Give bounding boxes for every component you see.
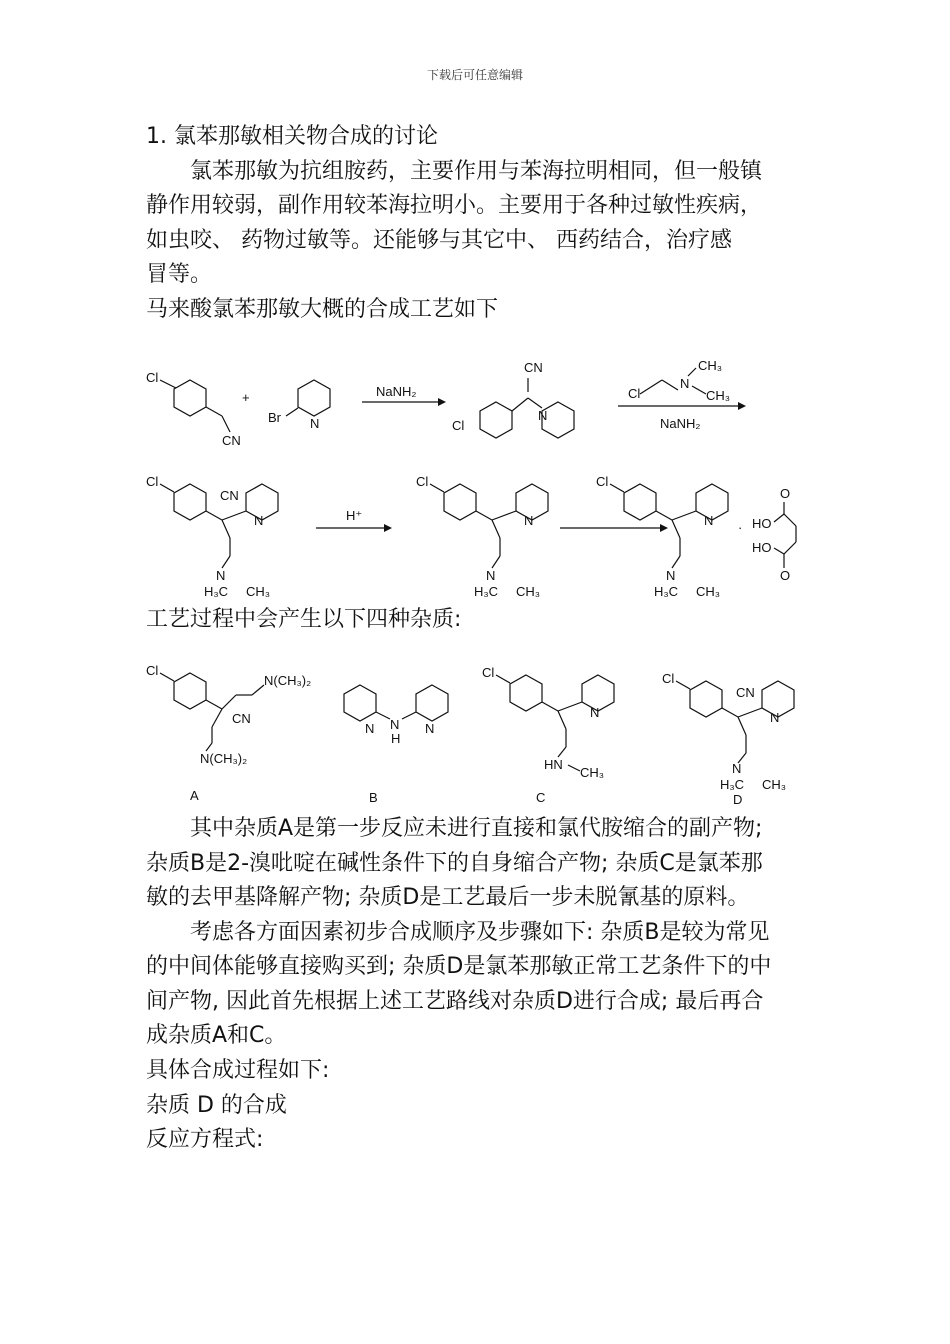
section-title: 1. 氯苯那敏相关物合成的讨论	[146, 124, 438, 149]
label-cl: Cl	[628, 386, 641, 401]
label-n: N	[425, 721, 435, 736]
label-nme2: N(CH₃)₂	[264, 673, 312, 688]
para3-line4: 成杂质A和C。	[146, 1023, 287, 1048]
label-n: N	[770, 710, 780, 725]
label-cn: CN	[524, 360, 543, 375]
mol-chlorphenamine	[416, 474, 548, 599]
label-br: Br	[268, 410, 281, 425]
salt-dot: ·	[738, 520, 743, 535]
label-ho: HO	[752, 516, 772, 531]
impurity-label-d: D	[733, 792, 743, 807]
label-n: N	[216, 568, 226, 583]
para1-line3: 如虫咬、 药物过敏等。还能够与其它中、 西药结合，治疗感	[146, 228, 732, 253]
label-n: N	[732, 761, 742, 776]
label-n: N	[486, 568, 496, 583]
impurity-structures	[140, 655, 820, 805]
label-cn: CN	[220, 488, 239, 503]
label-h3c: H₃C	[474, 584, 499, 599]
mol-chlorophenylacetonitrile	[146, 370, 241, 448]
label-n: N	[365, 721, 375, 736]
reagent-chloroamine	[628, 358, 730, 403]
impurity-label-b: B	[369, 790, 378, 805]
label-cl: Cl	[452, 418, 465, 433]
label-cn: CN	[736, 685, 755, 700]
mol-intermediate-1	[452, 360, 574, 438]
para3-line3: 间产物, 因此首先根据上述工艺路线对杂质D进行合成; 最后再合	[146, 989, 764, 1014]
label-cl: Cl	[596, 474, 609, 489]
page-header: 下载后可任意编辑	[426, 68, 523, 82]
para2-line3: 敏的去甲基降解产物; 杂质D是工艺最后一步未脱氰基的原料。	[146, 885, 750, 910]
para3-line1: 考虑各方面因素初步合成顺序及步骤如下: 杂质B是较为常见	[190, 920, 770, 945]
impurity-label-a: A	[190, 788, 199, 803]
label-n: N	[390, 717, 400, 732]
label-cl: Cl	[416, 474, 429, 489]
label-n: N	[538, 408, 548, 423]
mol-nitrile-intermediate	[146, 474, 278, 599]
label-n: N	[254, 513, 264, 528]
label-ch3: CH₃	[516, 584, 541, 599]
label-cl: Cl	[482, 665, 495, 680]
impurity-intro: 工艺过程中会产生以下四种杂质:	[146, 607, 462, 632]
para1-line2: 静作用较弱，副作用较苯海拉明小。主要用于各种过敏性疾病，	[146, 193, 763, 218]
label-n: N	[524, 513, 534, 528]
label-h: H	[391, 731, 401, 746]
label-h3c: H₃C	[720, 777, 745, 792]
label-n: N	[680, 376, 690, 391]
label-ch3: CH₃	[706, 388, 731, 403]
mol-impurity-c	[482, 665, 614, 780]
impurity-label-c: C	[536, 790, 546, 805]
label-cn: CN	[232, 711, 251, 726]
reagent-acid: H⁺	[346, 508, 363, 523]
para1-line1: 氯苯那敏为抗组胺药，主要作用与苯海拉明相同，但一般镇	[190, 159, 763, 184]
label-cn: CN	[222, 433, 241, 448]
reagent-nanh2: NaNH₂	[660, 416, 701, 431]
label-ch3: CH₃	[762, 777, 787, 792]
label-n: N	[310, 416, 320, 431]
label-ho: HO	[752, 540, 772, 555]
reagent-nanh2: NaNH₂	[376, 384, 417, 399]
label-hn: HN	[544, 757, 563, 772]
para3-line2: 的中间体能够直接购买到; 杂质D是氯苯那敏正常工艺条件下的中	[146, 954, 772, 979]
synthesis-scheme	[140, 350, 820, 600]
label-o: O	[780, 486, 791, 501]
equation-label: 反应方程式:	[146, 1127, 264, 1152]
label-nme2: N(CH₃)₂	[200, 751, 248, 766]
sub-title: 杂质 D 的合成	[146, 1093, 287, 1118]
label-h3c: H₃C	[204, 584, 229, 599]
mol-impurity-b	[344, 685, 448, 746]
label-cl: Cl	[146, 663, 159, 678]
plus-sign: +	[242, 390, 250, 405]
mol-chlorphenamine-maleate	[596, 474, 796, 599]
route-intro: 马来酸氯苯那敏大概的合成工艺如下	[146, 297, 499, 322]
mol-bromopyridine	[268, 380, 330, 431]
mol-impurity-d	[662, 671, 794, 792]
label-h3c: H₃C	[654, 584, 679, 599]
label-n: N	[590, 705, 600, 720]
label-ch3: CH₃	[698, 358, 723, 373]
para2-line2: 杂质B是2-溴吡啶在碱性条件下的自身缩合产物; 杂质C是氯苯那	[146, 851, 763, 876]
mol-impurity-a	[146, 663, 311, 766]
label-n: N	[666, 568, 676, 583]
label-ch3: CH₃	[580, 765, 605, 780]
para2-line1: 其中杂质A是第一步反应未进行直接和氯代胺缩合的副产物;	[190, 816, 763, 841]
label-ch3: CH₃	[246, 584, 271, 599]
label-cl: Cl	[146, 474, 159, 489]
para1-line4: 冒等。	[146, 262, 213, 287]
detail-intro: 具体合成过程如下:	[146, 1058, 330, 1083]
label-n: N	[704, 513, 714, 528]
label-ch3: CH₃	[696, 584, 721, 599]
label-cl: Cl	[662, 671, 675, 686]
label-o: O	[780, 568, 791, 583]
label-cl: Cl	[146, 370, 159, 385]
